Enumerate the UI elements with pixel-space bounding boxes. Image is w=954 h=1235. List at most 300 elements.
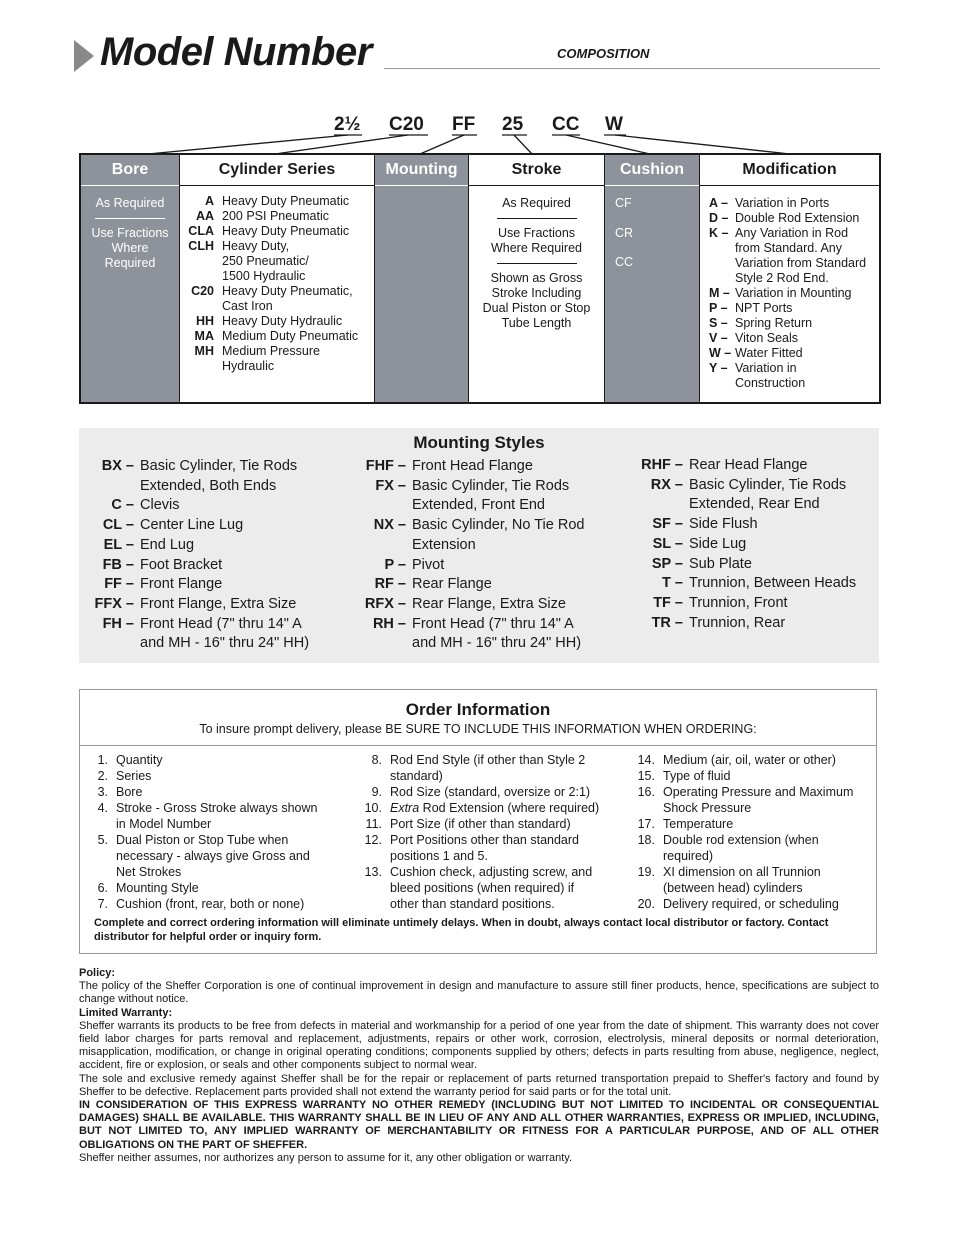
order-item xyxy=(88,800,350,816)
stroke-column xyxy=(468,155,604,402)
series-text: Heavy Duty Pneumatic xyxy=(222,194,350,208)
order-item xyxy=(88,832,350,848)
order-item xyxy=(360,864,620,880)
series-row xyxy=(180,359,370,374)
order-item xyxy=(360,816,620,832)
policy-label: Policy: xyxy=(79,967,116,979)
code-mounting: FF xyxy=(452,114,476,135)
bore-item: Use Fractions Where Required xyxy=(91,226,169,270)
mounting-style-row xyxy=(351,556,611,576)
modification-text: Variation in xyxy=(735,361,797,375)
order-item-number xyxy=(88,864,116,880)
mounting-style-text: Extended, Rear End xyxy=(689,496,820,513)
order-item-text: Port Positions other than standard xyxy=(390,833,580,847)
series-code: MH xyxy=(194,344,214,358)
warranty-text: Sheffer warrants its products to be free from defects in material and workmanship for a period of one year from the date of shipment. This warranty does not cover field labor charges for parts removal and replacement, adjustments, repairs or other work, corrosion, electrolysis, mineral deposits or normal deterioration, misapplication, modification, or change in original operating conditions; components supplied by others; defects in parts resulting from abuse, negligence, neglect, accident, fire or explosion, or seals and other components subject to normal wear. xyxy=(79,1019,879,1072)
cushion-item: CF xyxy=(615,196,632,210)
order-item-text: Quantity xyxy=(116,753,163,767)
order-item xyxy=(360,784,620,800)
mounting-style-row xyxy=(351,457,611,477)
order-item xyxy=(635,848,875,864)
order-item-number: 20. xyxy=(637,897,655,911)
order-item xyxy=(360,896,620,912)
mounting-style-code: SL – xyxy=(652,535,683,552)
cushion-header: Cushion xyxy=(605,155,699,186)
mounting-style-text: Basic Cylinder, No Tie Rod xyxy=(412,517,585,534)
order-item-number xyxy=(88,816,116,832)
order-item-number: 9. xyxy=(371,785,382,799)
series-code: MA xyxy=(194,329,214,343)
mounting-styles-title: Mounting Styles xyxy=(413,433,545,452)
warranty-label: Limited Warranty: xyxy=(79,1006,173,1019)
series-row xyxy=(180,299,370,314)
mounting-style-row xyxy=(631,476,879,496)
mounting-style-row xyxy=(631,535,879,555)
order-item xyxy=(360,880,620,896)
mounting-style-text: and MH - 16" thru 24" HH) xyxy=(140,635,310,652)
series-code: C20 xyxy=(191,284,214,298)
mounting-style-code: TF – xyxy=(653,594,683,611)
series-code: AA xyxy=(195,209,214,223)
modification-row xyxy=(709,376,875,391)
modification-text: Water Fitted xyxy=(735,346,803,360)
mounting-style-row xyxy=(79,457,339,477)
mounting-style-code xyxy=(351,496,406,516)
order-item-text: Rod End Style (if other than Style 2 xyxy=(390,753,586,767)
order-item xyxy=(88,896,350,912)
mounting-style-row xyxy=(351,595,611,615)
series-row xyxy=(180,344,370,359)
modification-row xyxy=(709,286,875,301)
mounting-style-row xyxy=(79,634,339,654)
order-item xyxy=(360,800,620,816)
mounting-style-text: Basic Cylinder, Tie Rods xyxy=(412,477,570,494)
order-item-text: positions 1 and 5. xyxy=(390,849,488,863)
order-item xyxy=(635,880,875,896)
modification-row xyxy=(709,241,875,256)
modification-text: Any Variation in Rod xyxy=(735,226,849,240)
modification-column xyxy=(699,155,879,402)
mounting-header: Mounting xyxy=(375,155,468,186)
order-item-number: 17. xyxy=(637,817,655,831)
order-item xyxy=(635,896,875,912)
order-title: Order Information xyxy=(405,700,551,719)
mounting-style-text: Extended, Front End xyxy=(412,497,545,514)
cushion-item: CC xyxy=(615,255,634,269)
code-series: C20 xyxy=(389,114,424,135)
order-item-number: 7. xyxy=(97,897,108,911)
order-item xyxy=(635,784,875,800)
series-row xyxy=(180,314,370,329)
order-item-number: 1. xyxy=(97,753,108,767)
order-item-number: 11. xyxy=(365,817,382,831)
series-row xyxy=(180,269,370,284)
order-item xyxy=(88,848,350,864)
order-item-text: Series xyxy=(116,769,152,783)
code-bore: 2½ xyxy=(334,114,361,135)
mounting-style-row xyxy=(351,575,611,595)
order-item-text xyxy=(390,800,599,816)
mounting-style-row xyxy=(79,477,339,497)
order-item-text: Operating Pressure and Maximum xyxy=(663,785,854,799)
order-item-text: Stroke - Gross Stroke always shown xyxy=(116,801,318,815)
mounting-style-text: Trunnion, Between Heads xyxy=(689,575,857,592)
mounting-style-code: SF – xyxy=(652,516,683,533)
mounting-style-code: FHF – xyxy=(365,458,406,474)
modification-row xyxy=(709,256,875,271)
order-item-text: Net Strokes xyxy=(116,865,182,879)
order-item-number: 16. xyxy=(637,785,655,799)
order-information-box xyxy=(79,689,877,954)
order-item xyxy=(88,816,350,832)
order-item-number: 8. xyxy=(371,753,382,767)
mounting-style-row xyxy=(631,515,879,535)
order-item-number xyxy=(635,800,663,816)
order-item-number: 12. xyxy=(364,833,382,847)
policy-section xyxy=(79,967,879,1165)
order-item-number xyxy=(635,880,663,896)
mounting-style-row xyxy=(631,574,879,594)
order-item-text: Medium (air, oil, water or other) xyxy=(663,753,836,767)
mounting-style-text: Front Head Flange xyxy=(412,458,533,474)
order-item xyxy=(360,848,620,864)
series-code: CLA xyxy=(188,224,214,238)
mounting-style-text: Sub Plate xyxy=(689,555,752,572)
mounting-style-code: RFX – xyxy=(364,595,406,612)
mounting-style-code: RHF – xyxy=(641,457,683,473)
series-code xyxy=(180,269,222,284)
order-item xyxy=(88,864,350,880)
mounting-style-row xyxy=(79,536,339,556)
order-item-text: Cushion check, adjusting screw, and xyxy=(390,865,593,879)
series-text: Heavy Duty Hydraulic xyxy=(222,314,343,328)
mounting-style-code: BX – xyxy=(101,458,134,474)
order-item xyxy=(360,832,620,848)
mounting-style-row xyxy=(351,634,611,654)
order-item-number xyxy=(635,848,663,864)
order-item-text: Type of fluid xyxy=(663,769,731,783)
bore-column xyxy=(81,155,179,402)
order-item xyxy=(635,768,875,784)
modification-row xyxy=(709,271,875,286)
series-column xyxy=(179,155,374,402)
final-statement: Sheffer neither assumes, nor authorizes any person to assume for it, any other obligation or warranty. xyxy=(79,1151,573,1164)
bore-divider xyxy=(95,218,165,219)
mounting-style-row xyxy=(631,456,879,476)
mounting-style-text: Basic Cylinder, Tie Rods xyxy=(140,458,298,474)
page-title: Model Number xyxy=(100,30,372,74)
order-item-number: 15. xyxy=(637,769,655,783)
modification-row xyxy=(709,196,875,211)
order-item xyxy=(635,864,875,880)
page-subtitle: COMPOSITION xyxy=(557,46,650,61)
mounting-style-text: Extended, Both Ends xyxy=(140,477,277,494)
modification-code xyxy=(709,256,735,271)
bore-item: As Required xyxy=(95,196,165,210)
series-row xyxy=(180,239,370,254)
series-text: 250 Pneumatic/ xyxy=(222,254,309,268)
policy-text: The policy of the Sheffer Corporation is one of continual improvement in design and manufacture to assure still finer products, hence, specifications are subject to change without notice. xyxy=(79,980,879,1006)
mounting-style-text: Front Flange xyxy=(140,576,223,593)
order-item-number: 4. xyxy=(97,801,108,815)
order-item-number xyxy=(360,880,390,896)
mounting-style-text: and MH - 16" thru 24" HH) xyxy=(412,635,582,652)
mounting-column xyxy=(374,155,468,402)
series-row xyxy=(180,194,370,209)
order-item xyxy=(360,752,620,768)
series-text: Medium Pressure xyxy=(222,344,320,358)
series-text: 200 PSI Pneumatic xyxy=(222,209,330,223)
order-item-number: 18. xyxy=(637,833,655,847)
mounting-style-code: FH – xyxy=(102,615,134,632)
mounting-style-code: RH – xyxy=(372,615,406,632)
stroke-item: Shown as Gross Stroke Including Dual Piston or Stop Tube Length xyxy=(482,271,591,330)
order-note: Complete and correct ordering information will eliminate untimely delays. When in doubt, always contact local distributor or factory. Contact distributor for helpful order or inquiry form. xyxy=(94,917,829,943)
mounting-style-code: FB – xyxy=(102,556,134,573)
modification-text: Variation in Ports xyxy=(735,196,830,210)
mounting-style-code: NX – xyxy=(373,517,406,534)
mounting-style-code: RF – xyxy=(374,576,406,593)
mounting-style-text: Trunnion, Rear xyxy=(689,614,786,631)
modification-header: Modification xyxy=(700,155,879,186)
order-item xyxy=(88,784,350,800)
series-row xyxy=(180,284,370,299)
mounting-style-text: Basic Cylinder, Tie Rods xyxy=(689,476,847,493)
series-text: Cast Iron xyxy=(222,299,273,313)
bore-header: Bore xyxy=(81,155,179,186)
modification-code: K – xyxy=(709,226,729,240)
stroke-item: Use Fractions Where Required xyxy=(490,226,582,255)
mounting-style-text: Rear Head Flange xyxy=(689,457,808,473)
cushion-column xyxy=(604,155,699,402)
order-item xyxy=(635,752,875,768)
order-item-text: in Model Number xyxy=(116,817,212,831)
order-item-text: Dual Piston or Stop Tube when xyxy=(116,833,289,847)
mounting-style-text: Front Head (7" thru 14" A xyxy=(140,615,302,632)
order-item xyxy=(88,768,350,784)
mounting-style-code: P – xyxy=(384,556,406,573)
order-item-emphasis: Extra xyxy=(390,801,420,815)
order-item-number: 6. xyxy=(97,881,108,895)
series-row xyxy=(180,254,370,269)
stroke-header: Stroke xyxy=(469,155,604,186)
mounting-style-code: T – xyxy=(662,575,683,592)
order-item-number: 5. xyxy=(97,833,108,847)
order-item-number: 13. xyxy=(364,865,382,879)
code-cushion: CC xyxy=(552,114,580,135)
order-item-number xyxy=(360,768,390,784)
mounting-style-code xyxy=(351,536,406,556)
modification-row xyxy=(709,361,875,376)
modification-row xyxy=(709,331,875,346)
order-item-text: Delivery required, or scheduling xyxy=(663,897,839,911)
composition-table xyxy=(79,153,881,404)
modification-text: from Standard. Any xyxy=(735,241,843,255)
series-row xyxy=(180,209,370,224)
order-item-text: Double rod extension (when xyxy=(663,833,819,847)
order-item xyxy=(635,832,875,848)
stroke-divider xyxy=(497,263,577,264)
order-item-text: standard) xyxy=(390,769,443,783)
order-item-number: 2. xyxy=(97,769,108,783)
mounting-style-text: Extension xyxy=(412,536,476,553)
mounting-style-code xyxy=(631,495,683,515)
order-item-text: bleed positions (when required) if xyxy=(390,881,575,895)
mounting-styles-panel xyxy=(79,428,879,663)
modification-text: Spring Return xyxy=(735,316,813,330)
mounting-style-code: FF – xyxy=(104,576,134,593)
mounting-style-code: CL – xyxy=(102,517,134,534)
modification-code: P – xyxy=(709,301,728,315)
series-text: 1500 Hydraulic xyxy=(222,269,306,283)
cushion-item: CR xyxy=(615,225,634,240)
stroke-item: As Required xyxy=(502,196,571,210)
mounting-style-code: EL – xyxy=(103,536,134,553)
mounting-style-row xyxy=(79,615,339,635)
order-item-text: other than standard positions. xyxy=(390,897,555,911)
order-item xyxy=(635,816,875,832)
series-row xyxy=(180,224,370,239)
code-connector-lines xyxy=(0,0,954,160)
modification-code: D – xyxy=(709,211,729,225)
mounting-style-code: FX – xyxy=(375,477,406,494)
mounting-style-row xyxy=(79,516,339,536)
mounting-style-code: TR – xyxy=(651,614,683,631)
series-text: Hydraulic xyxy=(222,359,275,373)
order-item-number xyxy=(88,848,116,864)
modification-text: Style 2 Rod End. xyxy=(735,271,829,285)
series-text: Heavy Duty Pneumatic xyxy=(222,224,350,238)
modification-text: Variation from Standard xyxy=(735,256,867,270)
mounting-style-text: Center Line Lug xyxy=(140,517,244,534)
mounting-style-row xyxy=(79,556,339,576)
modification-code: S – xyxy=(709,316,728,330)
mounting-style-code: C – xyxy=(111,497,134,514)
modification-text: Viton Seals xyxy=(735,331,799,345)
order-item-number: 19. xyxy=(637,865,655,879)
order-item-text: XI dimension on all Trunnion xyxy=(663,865,821,879)
mounting-style-row xyxy=(631,614,879,634)
modification-code: M – xyxy=(709,286,730,300)
modification-code: Y – xyxy=(709,361,728,375)
mounting-style-text: Side Flush xyxy=(689,516,758,533)
series-text: Medium Duty Pneumatic xyxy=(222,329,359,343)
series-text: Heavy Duty Pneumatic, xyxy=(222,284,353,298)
mounting-style-text: Trunnion, Front xyxy=(689,594,788,611)
order-item xyxy=(635,800,875,816)
series-code: HH xyxy=(195,314,214,328)
order-item-number: 10. xyxy=(364,801,382,815)
order-item-text: Temperature xyxy=(663,817,734,831)
mounting-style-code xyxy=(79,634,134,654)
order-item-text: Port Size (if other than standard) xyxy=(390,817,571,831)
mounting-style-row xyxy=(631,594,879,614)
modification-code: A – xyxy=(709,196,728,210)
mounting-style-row xyxy=(351,536,611,556)
mounting-style-row xyxy=(79,595,339,615)
series-header: Cylinder Series xyxy=(180,155,374,186)
mounting-style-text: Side Lug xyxy=(689,535,747,552)
mounting-style-row xyxy=(631,555,879,575)
mounting-style-text: Front Head (7" thru 14" A xyxy=(412,615,574,632)
modification-code xyxy=(709,271,735,286)
order-item-text: Shock Pressure xyxy=(663,801,752,815)
modification-row xyxy=(709,346,875,361)
order-item-text: Mounting Style xyxy=(116,881,199,895)
code-stroke: 25 xyxy=(502,114,524,135)
order-item-rest: Rod Extension (where required) xyxy=(422,801,600,815)
order-item-text: Bore xyxy=(116,785,143,799)
modification-code: V – xyxy=(709,331,728,345)
mounting-style-code: FFX – xyxy=(94,595,134,612)
modification-code xyxy=(709,241,735,256)
order-item-number xyxy=(360,848,390,864)
order-item xyxy=(360,768,620,784)
mounting-style-text: Rear Flange xyxy=(412,576,492,593)
modification-row xyxy=(709,316,875,331)
mounting-style-code xyxy=(351,634,406,654)
modification-row xyxy=(709,226,875,241)
series-row xyxy=(180,329,370,344)
modification-text: Double Rod Extension xyxy=(735,211,860,225)
modification-code xyxy=(709,376,735,391)
order-item-text: Cushion (front, rear, both or none) xyxy=(116,897,305,911)
mounting-style-code xyxy=(79,477,134,497)
mounting-style-row xyxy=(79,575,339,595)
series-code xyxy=(180,299,222,314)
mounting-style-row xyxy=(79,496,339,516)
modification-text: NPT Ports xyxy=(735,301,793,315)
series-code xyxy=(180,254,222,269)
order-item-number xyxy=(360,896,390,912)
code-modification: W xyxy=(605,114,623,135)
order-item-number: 3. xyxy=(97,785,108,799)
mounting-style-text: Rear Flange, Extra Size xyxy=(412,595,566,612)
order-item-text: Rod Size (standard, oversize or 2:1) xyxy=(390,785,591,799)
stroke-divider xyxy=(497,218,577,219)
mounting-style-text: Pivot xyxy=(412,556,445,573)
series-code: A xyxy=(204,194,214,208)
series-code: CLH xyxy=(188,239,214,253)
order-item xyxy=(88,880,350,896)
modification-code: W – xyxy=(709,346,732,360)
series-text: Heavy Duty, xyxy=(222,239,290,253)
mounting-style-text: Foot Bracket xyxy=(140,556,223,573)
modification-row xyxy=(709,301,875,316)
mounting-style-row xyxy=(351,496,611,516)
warranty-disclaimer: IN CONSIDERATION OF THIS EXPRESS WARRANTY NO OTHER REMEDY (INCLUDING BUT NOT LIMITED TO INCIDENTAL OR CONSEQUENTIAL DAMAGES) SHALL BE AVAILABLE. THIS WARRANTY SHALL BE IN LIEU OF ANY AND ALL OTHER WARRANTIES, EXPRESS OR IMPLIED, INCLUDING, BUT NOT LIMITED TO, ANY IMPLIED WARRANTY OF MERCHANTABILITY OR FITNESS FOR A PARTICULAR PURPOSE, AND OF ALL OTHER OBLIGATIONS ON THE PART OF SHEFFER. xyxy=(79,1099,879,1151)
modification-row xyxy=(709,211,875,226)
mounting-style-text: Clevis xyxy=(140,497,180,514)
order-item-text: required) xyxy=(663,849,714,863)
remedy-text: The sole and exclusive remedy against Sheffer shall be for the repair or replacement of parts returned transportation prepaid to Sheffer's factory and found by Sheffer to be defective. Replacement parts provided shall not extend the warranty period for said parts or for the total unit. xyxy=(79,1072,879,1098)
series-code xyxy=(180,359,222,374)
mounting-style-code: RX – xyxy=(650,476,683,493)
order-item-text: necessary - always give Gross and xyxy=(116,849,310,863)
modification-text: Variation in Mounting xyxy=(735,286,852,300)
mounting-style-text: End Lug xyxy=(140,536,195,553)
modification-text: Construction xyxy=(735,376,806,390)
mounting-style-row xyxy=(351,477,611,497)
order-item xyxy=(88,752,350,768)
mounting-style-row xyxy=(351,516,611,536)
mounting-style-code: SP – xyxy=(651,555,683,572)
order-item-number: 14. xyxy=(637,753,655,767)
order-item-text: (between head) cylinders xyxy=(663,881,803,895)
mounting-style-text: Front Flange, Extra Size xyxy=(140,595,297,612)
mounting-style-row xyxy=(351,615,611,635)
order-subtitle: To insure prompt delivery, please BE SURE TO INCLUDE THIS INFORMATION WHEN ORDERING: xyxy=(199,722,757,736)
